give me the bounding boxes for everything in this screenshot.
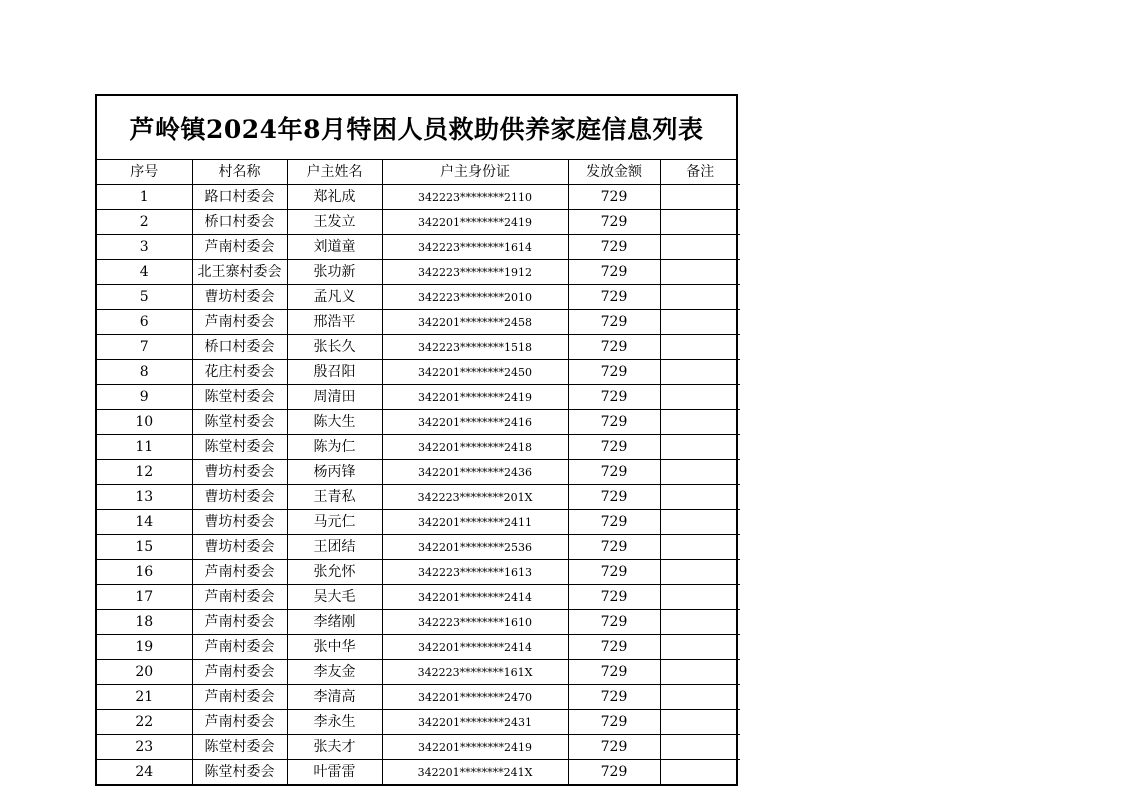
cell-serial: 17	[97, 585, 192, 610]
cell-remarks	[660, 185, 740, 210]
cell-remarks	[660, 310, 740, 335]
cell-serial: 5	[97, 285, 192, 310]
cell-village: 芦南村委会	[192, 710, 287, 735]
cell-serial: 23	[97, 735, 192, 760]
cell-id-number: 342223********1613	[382, 560, 568, 585]
cell-head-name: 张夫才	[287, 735, 382, 760]
cell-amount: 729	[568, 335, 660, 360]
cell-amount: 729	[568, 760, 660, 785]
table-row	[97, 485, 740, 510]
cell-village: 陈堂村委会	[192, 760, 287, 785]
data-table	[97, 160, 740, 784]
cell-id-number: 342201********2419	[382, 385, 568, 410]
cell-head-name: 张允怀	[287, 560, 382, 585]
table-header-row	[97, 160, 740, 185]
cell-amount: 729	[568, 360, 660, 385]
cell-village: 芦南村委会	[192, 560, 287, 585]
cell-village: 陈堂村委会	[192, 435, 287, 460]
cell-remarks	[660, 610, 740, 635]
cell-village: 曹坊村委会	[192, 535, 287, 560]
cell-serial: 14	[97, 510, 192, 535]
cell-serial: 3	[97, 235, 192, 260]
cell-amount: 729	[568, 310, 660, 335]
header-id-number: 户主身份证	[382, 160, 568, 185]
cell-village: 陈堂村委会	[192, 385, 287, 410]
cell-amount: 729	[568, 685, 660, 710]
cell-village: 北王寨村委会	[192, 260, 287, 285]
cell-village: 路口村委会	[192, 185, 287, 210]
table-row	[97, 760, 740, 785]
cell-amount: 729	[568, 385, 660, 410]
table-row	[97, 710, 740, 735]
cell-village: 芦南村委会	[192, 660, 287, 685]
cell-serial: 19	[97, 635, 192, 660]
cell-village: 曹坊村委会	[192, 485, 287, 510]
cell-id-number: 342201********2470	[382, 685, 568, 710]
cell-village: 花庄村委会	[192, 360, 287, 385]
cell-amount: 729	[568, 610, 660, 635]
cell-head-name: 李清高	[287, 685, 382, 710]
cell-remarks	[660, 410, 740, 435]
cell-amount: 729	[568, 410, 660, 435]
cell-serial: 15	[97, 535, 192, 560]
cell-amount: 729	[568, 635, 660, 660]
table-row	[97, 660, 740, 685]
cell-remarks	[660, 585, 740, 610]
cell-head-name: 王发立	[287, 210, 382, 235]
cell-serial: 8	[97, 360, 192, 385]
table-row	[97, 735, 740, 760]
table-row	[97, 235, 740, 260]
cell-id-number: 342223********1912	[382, 260, 568, 285]
cell-remarks	[660, 735, 740, 760]
cell-remarks	[660, 260, 740, 285]
cell-serial: 13	[97, 485, 192, 510]
cell-head-name: 殷召阳	[287, 360, 382, 385]
table-row	[97, 435, 740, 460]
cell-village: 桥口村委会	[192, 210, 287, 235]
cell-head-name: 杨丙锋	[287, 460, 382, 485]
cell-remarks	[660, 635, 740, 660]
cell-village: 芦南村委会	[192, 235, 287, 260]
cell-head-name: 王团结	[287, 535, 382, 560]
cell-head-name: 李永生	[287, 710, 382, 735]
cell-remarks	[660, 210, 740, 235]
cell-serial: 21	[97, 685, 192, 710]
cell-remarks	[660, 385, 740, 410]
cell-head-name: 李友金	[287, 660, 382, 685]
cell-id-number: 342201********2419	[382, 210, 568, 235]
cell-head-name: 陈为仁	[287, 435, 382, 460]
table-row	[97, 310, 740, 335]
cell-id-number: 342201********2458	[382, 310, 568, 335]
header-remarks: 备注	[660, 160, 740, 185]
cell-id-number: 342201********241X	[382, 760, 568, 785]
cell-serial: 2	[97, 210, 192, 235]
cell-serial: 18	[97, 610, 192, 635]
cell-id-number: 342201********2536	[382, 535, 568, 560]
header-amount: 发放金额	[568, 160, 660, 185]
cell-village: 陈堂村委会	[192, 735, 287, 760]
table-row	[97, 285, 740, 310]
cell-serial: 20	[97, 660, 192, 685]
cell-amount: 729	[568, 235, 660, 260]
cell-remarks	[660, 560, 740, 585]
document-sheet	[95, 94, 738, 786]
cell-head-name: 张长久	[287, 335, 382, 360]
cell-head-name: 王青私	[287, 485, 382, 510]
cell-village: 曹坊村委会	[192, 510, 287, 535]
cell-remarks	[660, 235, 740, 260]
cell-head-name: 吴大毛	[287, 585, 382, 610]
cell-amount: 729	[568, 710, 660, 735]
cell-serial: 16	[97, 560, 192, 585]
table-row	[97, 410, 740, 435]
cell-remarks	[660, 710, 740, 735]
table-row	[97, 360, 740, 385]
cell-village: 曹坊村委会	[192, 460, 287, 485]
cell-village: 曹坊村委会	[192, 285, 287, 310]
cell-serial: 22	[97, 710, 192, 735]
table-row	[97, 510, 740, 535]
cell-head-name: 马元仁	[287, 510, 382, 535]
header-head-name: 户主姓名	[287, 160, 382, 185]
cell-serial: 12	[97, 460, 192, 485]
cell-remarks	[660, 760, 740, 785]
cell-village: 芦南村委会	[192, 685, 287, 710]
cell-remarks	[660, 660, 740, 685]
cell-serial: 9	[97, 385, 192, 410]
cell-amount: 729	[568, 560, 660, 585]
cell-village: 芦南村委会	[192, 585, 287, 610]
cell-village: 桥口村委会	[192, 335, 287, 360]
cell-amount: 729	[568, 510, 660, 535]
cell-head-name: 周清田	[287, 385, 382, 410]
cell-amount: 729	[568, 735, 660, 760]
cell-head-name: 孟凡义	[287, 285, 382, 310]
cell-head-name: 李绪刚	[287, 610, 382, 635]
cell-serial: 6	[97, 310, 192, 335]
cell-village: 芦南村委会	[192, 310, 287, 335]
cell-remarks	[660, 285, 740, 310]
cell-id-number: 342223********1610	[382, 610, 568, 635]
cell-id-number: 342223********1614	[382, 235, 568, 260]
header-village: 村名称	[192, 160, 287, 185]
cell-head-name: 张功新	[287, 260, 382, 285]
cell-id-number: 342223********2110	[382, 185, 568, 210]
cell-amount: 729	[568, 660, 660, 685]
table-row	[97, 185, 740, 210]
cell-id-number: 342201********2414	[382, 585, 568, 610]
cell-serial: 7	[97, 335, 192, 360]
cell-amount: 729	[568, 485, 660, 510]
cell-village: 芦南村委会	[192, 610, 287, 635]
cell-serial: 10	[97, 410, 192, 435]
cell-id-number: 342201********2414	[382, 635, 568, 660]
cell-remarks	[660, 685, 740, 710]
cell-id-number: 342201********2436	[382, 460, 568, 485]
cell-id-number: 342201********2431	[382, 710, 568, 735]
document-title: 芦岭镇2024年8月特困人员救助供养家庭信息列表	[97, 96, 736, 160]
cell-serial: 11	[97, 435, 192, 460]
cell-village: 陈堂村委会	[192, 410, 287, 435]
cell-serial: 4	[97, 260, 192, 285]
cell-head-name: 陈大生	[287, 410, 382, 435]
table-row	[97, 685, 740, 710]
table-row	[97, 335, 740, 360]
table-row	[97, 385, 740, 410]
cell-head-name: 张中华	[287, 635, 382, 660]
cell-id-number: 342201********2450	[382, 360, 568, 385]
cell-remarks	[660, 510, 740, 535]
header-serial: 序号	[97, 160, 192, 185]
cell-amount: 729	[568, 435, 660, 460]
cell-head-name: 叶雷雷	[287, 760, 382, 785]
cell-amount: 729	[568, 535, 660, 560]
cell-remarks	[660, 485, 740, 510]
cell-remarks	[660, 535, 740, 560]
cell-amount: 729	[568, 185, 660, 210]
table-row	[97, 535, 740, 560]
table-row	[97, 585, 740, 610]
cell-head-name: 邢浩平	[287, 310, 382, 335]
table-row	[97, 210, 740, 235]
cell-id-number: 342201********2418	[382, 435, 568, 460]
cell-id-number: 342223********161X	[382, 660, 568, 685]
cell-id-number: 342201********2419	[382, 735, 568, 760]
table-row	[97, 560, 740, 585]
cell-serial: 24	[97, 760, 192, 785]
cell-village: 芦南村委会	[192, 635, 287, 660]
cell-id-number: 342201********2416	[382, 410, 568, 435]
cell-remarks	[660, 335, 740, 360]
cell-serial: 1	[97, 185, 192, 210]
table-row	[97, 635, 740, 660]
cell-id-number: 342201********2411	[382, 510, 568, 535]
cell-amount: 729	[568, 210, 660, 235]
cell-head-name: 郑礼成	[287, 185, 382, 210]
cell-remarks	[660, 435, 740, 460]
table-body	[97, 185, 740, 785]
table-row	[97, 460, 740, 485]
cell-remarks	[660, 460, 740, 485]
cell-id-number: 342223********1518	[382, 335, 568, 360]
cell-id-number: 342223********201X	[382, 485, 568, 510]
cell-amount: 729	[568, 285, 660, 310]
cell-amount: 729	[568, 460, 660, 485]
cell-head-name: 刘道童	[287, 235, 382, 260]
table-row	[97, 610, 740, 635]
cell-id-number: 342223********2010	[382, 285, 568, 310]
cell-remarks	[660, 360, 740, 385]
table-row	[97, 260, 740, 285]
cell-amount: 729	[568, 260, 660, 285]
cell-amount: 729	[568, 585, 660, 610]
